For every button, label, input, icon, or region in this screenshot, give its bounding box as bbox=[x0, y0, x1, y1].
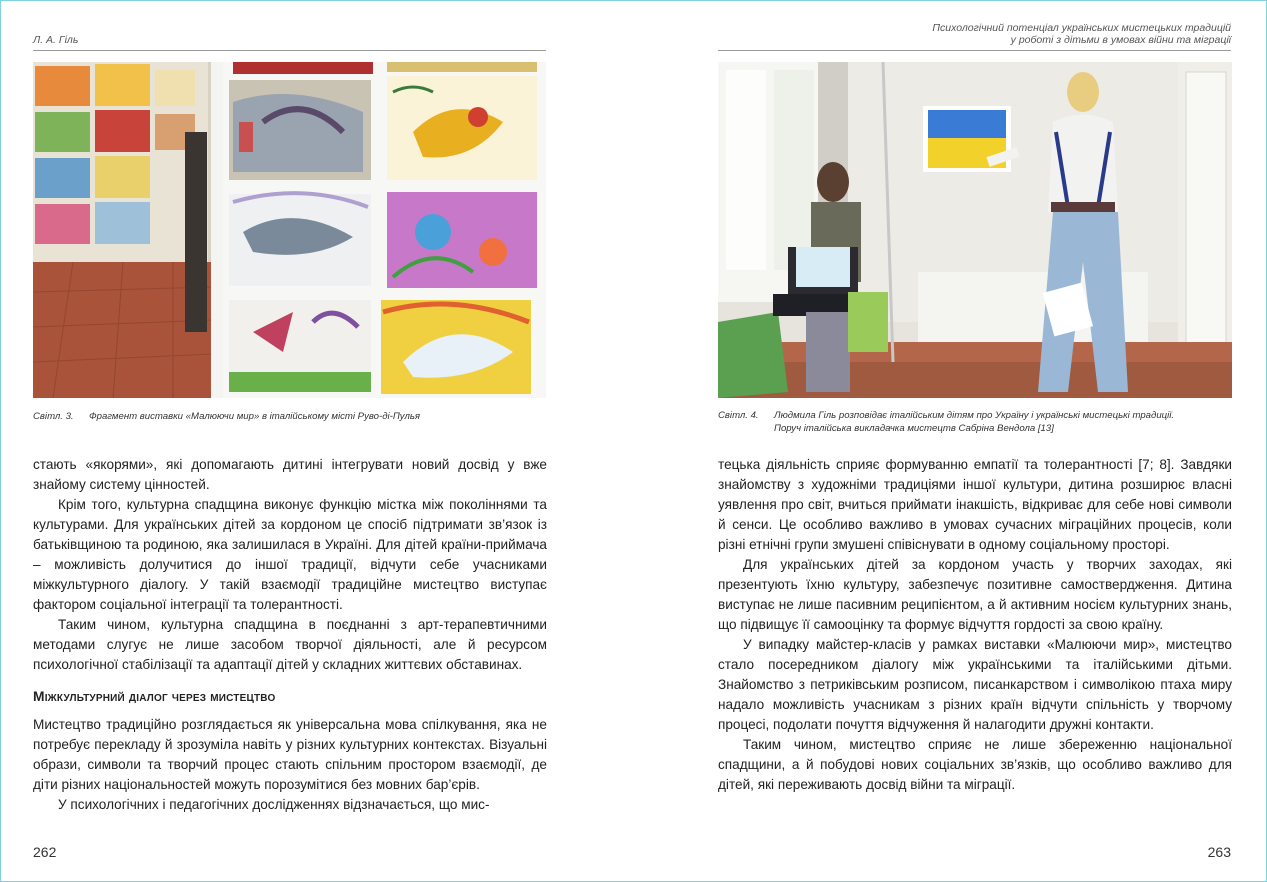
paragraph: Таким чином, мистецтво сприяє не лише збереженню національної спадщини, а й побудові нових соціальних зв’язків, що особливо важливо для дітей, які переживають досвід війни та міграції. bbox=[718, 737, 1232, 792]
figure-caption-text: Поруч італійська викладачка мистецтв Сабріна Вендола [13] bbox=[774, 423, 1054, 434]
figure-caption-text: Фрагмент виставки «Малюючи мир» в італійському місті Руво-ді-Пулья bbox=[89, 411, 421, 422]
header-rule bbox=[33, 50, 546, 51]
paragraph: Крім того, культурна спадщина виконує функцію містка між поколіннями та культурами. Для українських дітей за кордоном це спосіб підтримати зв’язок із батьківщиною та родиною, яка залишилася в Україні. Для дітей країни-приймача – можливість долучитися до іншої традиції, відчути себе учасниками міжкультурного діалогу. У такій взаємодії традиційне мистецтво виступає фактором соціальної інтеграції та толерантності. bbox=[33, 497, 547, 612]
paragraph: Для українських дітей за кордоном участь у творчих заходах, які презентують їхню культуру, забезпечує позитивне самоствердження. Дитина виступає не лише пасивним реципієнтом, а й активним носієм культурних знань, що підвищує її самооцінку та формує відчуття гордості за свою країну. bbox=[718, 557, 1232, 632]
left-page bbox=[1, 1, 634, 881]
presentation-photo bbox=[718, 62, 1232, 398]
paragraph: стають «якорями», які допомагають дитині інтегрувати новий досвід у вже знайому систему цінностей. bbox=[33, 457, 547, 492]
paragraph: У випадку майстер-класів у рамках виставки «Малюючи мир», мистецтво стало посередником діалогу між українськими та італійськими дітьми. Знайомство з петриківським розписом, писанкарством і символікою птаха миру надало можливість учасникам з різних країн відчути спільність у творчому процесі, подолати почуття відчуження й налагодити дружні контакти. bbox=[718, 637, 1232, 732]
figure-caption-text: Людмила Гіль розповідає італійським дітям про Україну і українські мистецькі традиції. bbox=[774, 410, 1175, 421]
figure-caption-4 bbox=[718, 409, 1238, 435]
header-rule bbox=[718, 50, 1231, 51]
exhibition-illustration bbox=[33, 62, 546, 398]
paragraph: Таким чином, культурна спадщина в поєднанні з арт-терапевтичними методами слугує не лише засобом творчої діяльності, але й ресурсом психологічної стабілізації та адаптації дітей у складних життєвих обставинах. bbox=[33, 617, 547, 672]
figure-number: Світл. 3. bbox=[33, 411, 74, 422]
page-number: 263 bbox=[1207, 844, 1231, 860]
running-head-line: Психологічний потенціал українських мистецьких традицій bbox=[932, 22, 1231, 34]
figure-caption-3 bbox=[33, 410, 553, 423]
page-number: 262 bbox=[33, 844, 57, 860]
running-head-author: Л. А. Гіль bbox=[33, 34, 79, 46]
presentation-illustration bbox=[718, 62, 1232, 398]
exhibition-photo bbox=[33, 62, 546, 398]
figure-number: Світл. 4. bbox=[718, 410, 759, 421]
right-page bbox=[634, 1, 1267, 881]
left-body-text bbox=[33, 455, 547, 815]
right-body-text bbox=[718, 455, 1232, 795]
section-heading: Міжкультурний діалог через мистецтво bbox=[33, 689, 276, 704]
paragraph: тецька діяльність сприяє формуванню емпатії та толерантності [7; 8]. Завдяки знайомству з художніми традиціями іншої культури, дитина розширює власні уявлення про світ, вчиться приймати інакшість, відкриває для себе нові символи й сенси. Це особливо важливо в умовах сучасних міграційних процесів, коли різні етнічні групи змушені співіснувати в одному соціальному просторі. bbox=[718, 457, 1232, 552]
paragraph: Мистецтво традиційно розглядається як універсальна мова спілкування, яка не потребує перекладу й зрозуміла навіть у різних культурних контекстах. Візуальні образи, символи та творчий процес стають спільним простором взаємодії, де діти різних національностей можуть порозумітися без мовних бар’єрів. bbox=[33, 717, 547, 792]
running-head-line: у роботі з дітьми в умовах війни та міграції bbox=[1010, 34, 1231, 46]
running-head-title bbox=[932, 22, 1231, 46]
paragraph: У психологічних і педагогічних дослідженнях відзначається, що мис- bbox=[58, 797, 490, 812]
